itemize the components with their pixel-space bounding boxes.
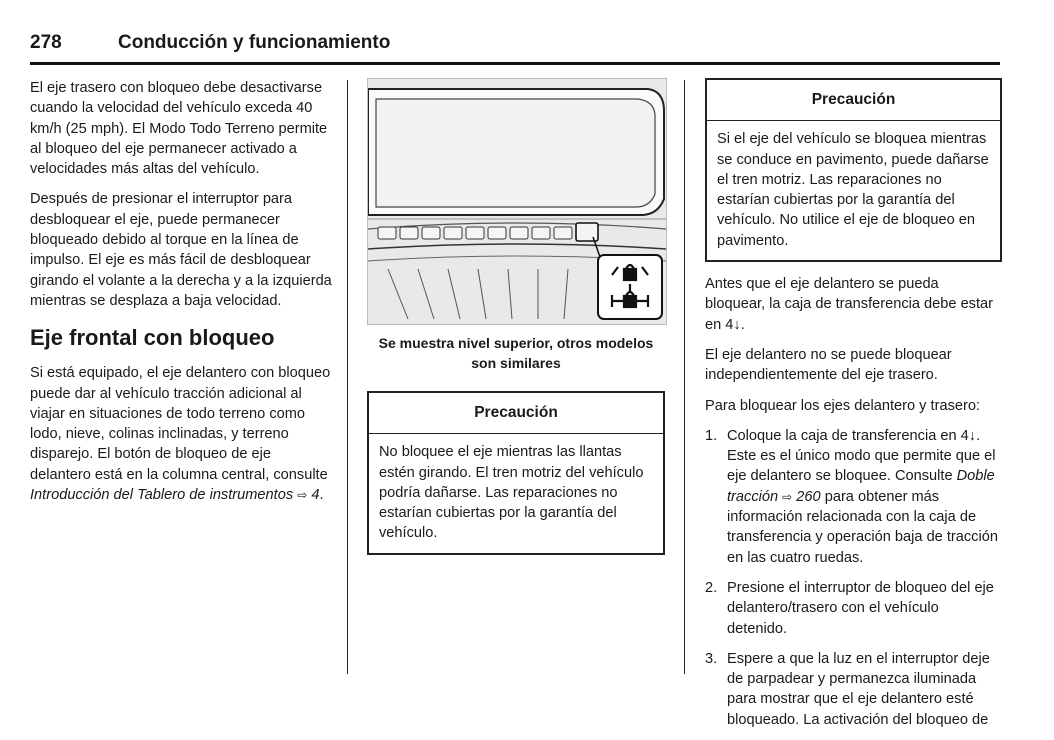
- step-number: 3.: [705, 650, 718, 667]
- paragraph: Para bloquear los ejes delantero y trasero:: [705, 397, 981, 414]
- step-text: Presione el interruptor de bloqueo del eje delantero/trasero con el vehículo detenido.: [727, 579, 994, 637]
- list-item: [705, 426, 1002, 568]
- section-title: Conducción y funcionamiento: [118, 32, 391, 53]
- caution-body: Si el eje del vehículo se bloquea mientras se conduce en pavimento, puede dañarse el tren motriz. Las reparaciones no estarían cubiertas por la garantía del vehículo. No utilice el eje de bloqueo en pavimento.: [717, 131, 989, 249]
- caution-box: [705, 78, 1002, 262]
- list-item: [705, 649, 1002, 730]
- step-text: Coloque la caja de transferencia en 4↓. Este es el único modo que permite que el eje delantero se bloquee. Consulte: [727, 427, 996, 485]
- paragraph-text: Si está equipado, el eje delantero con bloqueo puede dar al vehículo tracción adicional al viajar en situaciones de todo terreno como lodo, nieve, colinas inclinadas, y terreno disparejo. El botón de bloqueo de eje delantero está en la columna central, consulte: [30, 365, 331, 483]
- paragraph: [30, 363, 332, 505]
- caution-body: No bloquee el eje mientras las llantas estén girando. El tren motriz del vehículo podría dañarse. Las reparaciones no estarían cubiertas por la garantía del vehículo.: [379, 444, 644, 542]
- dashboard-figure: [367, 78, 667, 325]
- cross-reference-page[interactable]: 4: [311, 487, 320, 504]
- paragraph: Antes que el eje delantero se pueda bloquear, la caja de transferencia debe estar en 4↓.: [705, 276, 994, 333]
- column-divider: [347, 80, 348, 674]
- paragraph: El eje delantero no se puede bloquear independientemente del eje trasero.: [705, 346, 952, 384]
- punctuation: .: [319, 487, 324, 504]
- column-divider: [684, 80, 685, 674]
- step-text: para obtener más información relacionada con la caja de transferencia y operación baja de tracción en las cuatro ruedas.: [727, 488, 998, 566]
- caution-title: Precaución: [369, 393, 663, 434]
- step-number: 2.: [705, 579, 718, 596]
- column-right: [705, 78, 1002, 740]
- page-header: [30, 30, 1000, 65]
- cross-reference-page[interactable]: 260: [796, 488, 821, 505]
- step-number: 1.: [705, 427, 718, 444]
- column-left: [30, 78, 332, 515]
- caution-box: [367, 391, 665, 555]
- paragraph: Después de presionar el interruptor para desbloquear el eje, puede permanecer bloqueado debido al torque en la línea de impulso. El eje es más fácil de desbloquear girando el volante a la derecha y a la izquierda mientras se desplaza a baja velocidad.: [30, 191, 332, 309]
- figure-caption: Se muestra nivel superior, otros modelos son similares: [378, 335, 654, 371]
- section-heading: Eje frontal con bloqueo: [30, 325, 275, 351]
- page-number: 278: [30, 32, 62, 53]
- paragraph: El eje trasero con bloqueo debe desactivarse cuando la velocidad del vehículo exceda 40 km/h (25 mph). El Modo Todo Terreno permite al bloqueo del eje permanecer activado a velocidades más altas del vehículo.: [30, 80, 328, 178]
- steps-list: [705, 426, 1002, 730]
- caution-title: Precaución: [707, 80, 1000, 121]
- cross-reference-link[interactable]: Doble tracción: [727, 468, 995, 505]
- column-middle: [367, 78, 665, 555]
- center-console-illustration: [368, 79, 666, 324]
- list-item: [705, 578, 1002, 639]
- page-ref-arrow-icon: ⇨: [297, 488, 308, 503]
- step-text: Espere a que la luz en el interruptor deje de parpadear y permanezca iluminada para mostrar que el eje delantero esté bloqueado. La activación del bloqueo de: [727, 650, 990, 728]
- cross-reference-link[interactable]: Introducción del Tablero de instrumentos: [30, 487, 294, 504]
- page-ref-arrow-icon: ⇨: [782, 489, 793, 504]
